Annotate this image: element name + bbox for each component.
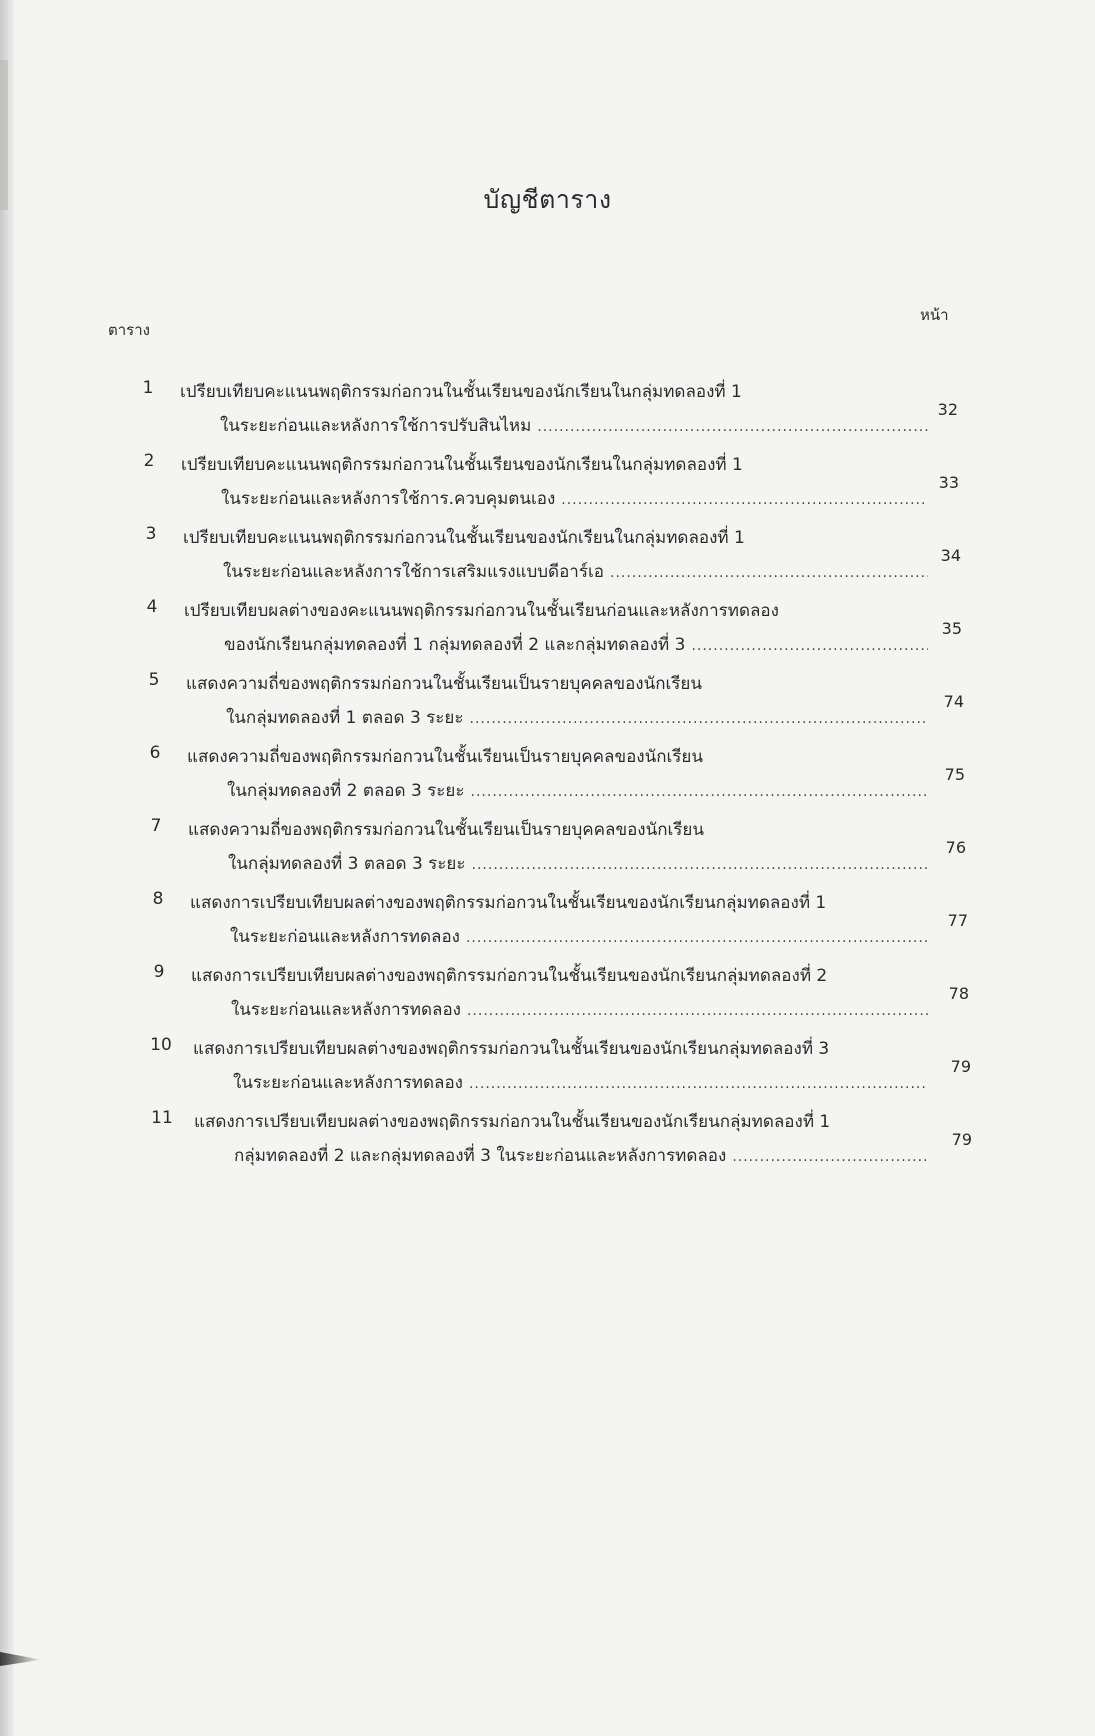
entry-title-line2: ในระยะก่อนและหลังการใช้การเสริมแรงแบบดีอาร์เอ: [223, 562, 605, 582]
entry-title-continuation: [230, 923, 928, 950]
table-column-label: ตาราง: [108, 321, 150, 339]
corner-mark: [0, 1652, 42, 1666]
entry-title: เปรียบเทียบคะแนนพฤติกรรมก่อกวนในชั้นเรียนของนักเรียนในกลุ่มทดลองที่ 1: [180, 382, 742, 402]
toc-entry[interactable]: [0, 451, 1095, 524]
entry-title-line2: ในกลุ่มทดลองที่ 1 ตลอด 3 ระยะ: [226, 708, 464, 728]
entry-title-line2: ในกลุ่มทดลองที่ 3 ตลอด 3 ระยะ: [228, 854, 466, 874]
entry-number: 5: [148, 670, 160, 690]
entry-title: แสดงการเปรียบเทียบผลต่างของพฤติกรรมก่อกวนในชั้นเรียนของนักเรียนกลุ่มทดลองที่ 1: [194, 1112, 831, 1132]
leader-dots: [691, 638, 928, 654]
entry-title: เปรียบเทียบผลต่างของคะแนนพฤติกรรมก่อกวนในชั้นเรียนก่อนและหลังการทดลอง: [184, 601, 779, 621]
entry-page-number: 32: [937, 400, 958, 419]
entry-page-number: 75: [944, 765, 965, 784]
entry-number: 4: [146, 597, 158, 617]
toc-entry[interactable]: [0, 962, 1095, 1035]
entry-number: 11: [151, 1108, 173, 1128]
toc-entry[interactable]: [0, 378, 1095, 451]
entry-page-number: 76: [945, 838, 966, 857]
page-column-label: หน้า: [920, 306, 949, 324]
leader-dots: [469, 1076, 928, 1092]
entry-number: 8: [152, 889, 164, 909]
entry-title: แสดงความถี่ของพฤติกรรมก่อกวนในชั้นเรียนเป็นรายบุคคลของนักเรียน: [188, 820, 705, 840]
entry-title: แสดงการเปรียบเทียบผลต่างของพฤติกรรมก่อกวนในชั้นเรียนของนักเรียนกลุ่มทดลองที่ 2: [191, 966, 828, 986]
entry-page-number: 74: [943, 692, 964, 711]
entry-title: แสดงความถี่ของพฤติกรรมก่อกวนในชั้นเรียนเป็นรายบุคคลของนักเรียน: [186, 674, 703, 694]
leader-dots: [466, 930, 928, 946]
entry-title-continuation: [231, 996, 928, 1023]
page-title: บัญชีตาราง: [483, 185, 612, 214]
leader-dots: [470, 711, 928, 727]
leader-dots: [561, 492, 928, 508]
entry-title-continuation: [228, 850, 928, 877]
entry-page-number: 79: [951, 1130, 972, 1149]
leader-dots: [471, 784, 928, 800]
toc-entry[interactable]: [0, 889, 1095, 962]
entry-page-number: 79: [950, 1057, 971, 1076]
entry-title-continuation: [220, 412, 928, 439]
entry-page-number: 34: [940, 546, 961, 565]
entry-number: 6: [149, 743, 161, 763]
toc-entry[interactable]: [0, 1035, 1095, 1108]
entry-title: แสดงการเปรียบเทียบผลต่างของพฤติกรรมก่อกวนในชั้นเรียนของนักเรียนกลุ่มทดลองที่ 3: [193, 1039, 830, 1059]
entry-title-line2: ในระยะก่อนและหลังการทดลอง: [230, 927, 460, 947]
entry-title-line2: ในระยะก่อนและหลังการทดลอง: [231, 1000, 461, 1020]
entry-title-continuation: [224, 631, 928, 658]
entry-number: 10: [150, 1035, 172, 1055]
leader-dots: [732, 1149, 928, 1165]
entry-number: 2: [143, 451, 155, 471]
entry-page-number: 78: [948, 984, 969, 1003]
entry-number: 1: [142, 378, 154, 398]
leader-dots: [610, 565, 928, 581]
entry-title-continuation: [221, 485, 928, 512]
leader-dots: [467, 1003, 928, 1019]
toc-entry[interactable]: [0, 816, 1095, 889]
entry-title-line2: ในกลุ่มทดลองที่ 2 ตลอด 3 ระยะ: [227, 781, 465, 801]
entry-title: แสดงความถี่ของพฤติกรรมก่อกวนในชั้นเรียนเป็นรายบุคคลของนักเรียน: [187, 747, 704, 767]
entry-title-continuation: [233, 1069, 928, 1096]
entry-title-continuation: [234, 1142, 928, 1169]
entry-title: เปรียบเทียบคะแนนพฤติกรรมก่อกวนในชั้นเรียนของนักเรียนในกลุ่มทดลองที่ 1: [183, 528, 745, 548]
leader-dots: [472, 857, 928, 873]
toc-entry[interactable]: [0, 1108, 1095, 1181]
entry-page-number: 33: [938, 473, 959, 492]
entry-title-line2: ของนักเรียนกลุ่มทดลองที่ 1 กลุ่มทดลองที่ 2 และกลุ่มทดลองที่ 3: [224, 635, 686, 655]
toc-entry[interactable]: [0, 670, 1095, 743]
entry-page-number: 77: [947, 911, 968, 930]
entry-title-continuation: [223, 558, 928, 585]
table-of-tables: [0, 378, 1095, 1181]
entry-title-continuation: [227, 777, 928, 804]
toc-entry[interactable]: [0, 597, 1095, 670]
toc-entry[interactable]: [0, 743, 1095, 816]
entry-page-number: 35: [941, 619, 962, 638]
entry-number: 9: [153, 962, 165, 982]
entry-number: 3: [145, 524, 157, 544]
entry-number: 7: [150, 816, 162, 836]
entry-title: แสดงการเปรียบเทียบผลต่างของพฤติกรรมก่อกวนในชั้นเรียนของนักเรียนกลุ่มทดลองที่ 1: [190, 893, 827, 913]
entry-title-line2: ในระยะก่อนและหลังการใช้การ.ควบคุมตนเอง: [221, 489, 556, 509]
entry-title-line2: ในระยะก่อนและหลังการทดลอง: [233, 1073, 463, 1093]
leader-dots: [537, 419, 928, 435]
entry-title: เปรียบเทียบคะแนนพฤติกรรมก่อกวนในชั้นเรียนของนักเรียนในกลุ่มทดลองที่ 1: [181, 455, 743, 475]
toc-entry[interactable]: [0, 524, 1095, 597]
entry-title-continuation: [226, 704, 928, 731]
entry-title-line2: ในระยะก่อนและหลังการใช้การปรับสินไหม: [220, 416, 532, 436]
entry-title-line2: กลุ่มทดลองที่ 2 และกลุ่มทดลองที่ 3 ในระยะก่อนและหลังการทดลอง: [234, 1146, 727, 1166]
